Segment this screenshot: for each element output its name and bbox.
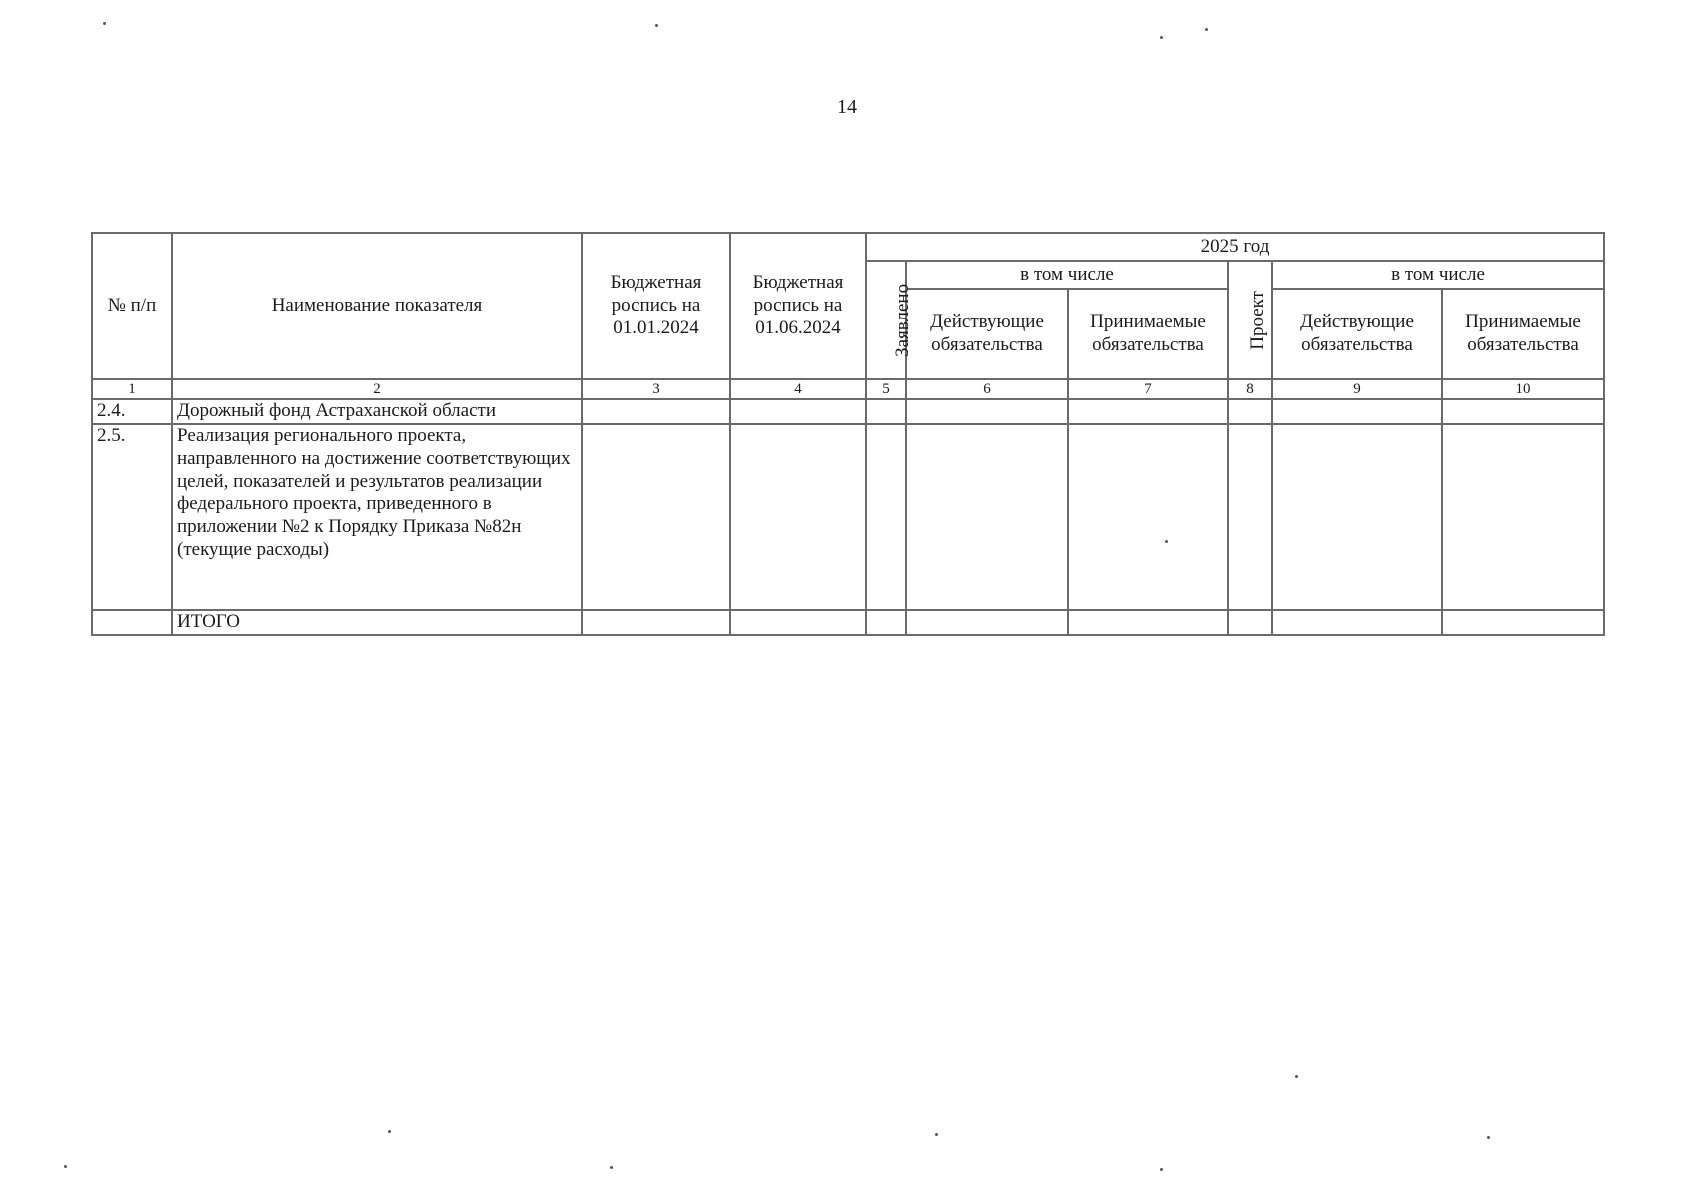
table-cell (906, 399, 1068, 424)
header-year: 2025 год (866, 233, 1604, 261)
header-existing-obligations-2: Действующие обязательства (1272, 289, 1442, 379)
table-cell (582, 610, 730, 635)
table-cell (730, 610, 866, 635)
table-cell (582, 424, 730, 610)
budget-table (91, 232, 1605, 636)
scan-speck (1205, 28, 1208, 31)
table-cell (1272, 610, 1442, 635)
column-number: 5 (866, 379, 906, 399)
table-cell (1228, 399, 1272, 424)
header-declared-label: Заявлено (892, 283, 914, 357)
table-cell (1068, 424, 1228, 610)
table-cell (1272, 424, 1442, 610)
row-name: ИТОГО (172, 610, 582, 635)
scan-speck (1487, 1136, 1490, 1139)
table-cell (1228, 610, 1272, 635)
column-number-row (92, 379, 1604, 399)
table-cell (1068, 399, 1228, 424)
table-cell (906, 424, 1068, 610)
scan-speck (388, 1130, 391, 1133)
table-cell (1442, 399, 1604, 424)
page-number: 14 (837, 96, 857, 118)
header-project-label: Проект (1246, 290, 1268, 350)
column-number: 6 (906, 379, 1068, 399)
scan-speck (610, 1166, 613, 1169)
column-number: 10 (1442, 379, 1604, 399)
scan-speck (655, 24, 658, 27)
header-including-1: в том числе (906, 261, 1228, 289)
header-num: № п/п (92, 233, 172, 379)
row-name: Реализация регионального проекта, направленного на достижение соответствующих целей, показателей и результатов реализации федерального проекта, приведенного в приложении №2 к Порядку Приказа №82н (текущие расходы) (172, 424, 582, 610)
table-cell (582, 399, 730, 424)
column-number: 4 (730, 379, 866, 399)
row-number (92, 610, 172, 635)
table-cell (1068, 610, 1228, 635)
column-number: 2 (172, 379, 582, 399)
table-cell (866, 424, 906, 610)
column-number: 7 (1068, 379, 1228, 399)
table-row (92, 399, 1604, 424)
table-cell (730, 424, 866, 610)
table-cell (1272, 399, 1442, 424)
table-cell (906, 610, 1068, 635)
header-existing-obligations-1: Действующие обязательства (906, 289, 1068, 379)
table-cell (730, 399, 866, 424)
column-number: 1 (92, 379, 172, 399)
table-cell (866, 399, 906, 424)
total-row (92, 610, 1604, 635)
column-number: 8 (1228, 379, 1272, 399)
scan-speck (1295, 1075, 1298, 1078)
scan-speck (1160, 1168, 1163, 1171)
row-name: Дорожный фонд Астраханской области (172, 399, 582, 424)
header-budget-0101: Бюджетная роспись на 01.01.2024 (582, 233, 730, 379)
column-number: 3 (582, 379, 730, 399)
header-including-2: в том числе (1272, 261, 1604, 289)
row-number: 2.5. (92, 424, 172, 610)
header-project (1228, 261, 1272, 379)
scan-speck (935, 1133, 938, 1136)
scan-speck (1160, 36, 1163, 39)
header-accepted-obligations-1: Принимаемые обязательства (1068, 289, 1228, 379)
header-budget-0106: Бюджетная роспись на 01.06.2024 (730, 233, 866, 379)
column-number: 9 (1272, 379, 1442, 399)
header-name: Наименование показателя (172, 233, 582, 379)
scan-speck (64, 1165, 67, 1168)
table-row (92, 424, 1604, 610)
table-cell (866, 610, 906, 635)
scan-speck (103, 22, 106, 25)
header-accepted-obligations-2: Принимаемые обязательства (1442, 289, 1604, 379)
row-number: 2.4. (92, 399, 172, 424)
header-declared (866, 261, 914, 379)
header-row-year (92, 233, 1604, 261)
table-cell (1442, 610, 1604, 635)
table-cell (1228, 424, 1272, 610)
table-cell (1442, 424, 1604, 610)
